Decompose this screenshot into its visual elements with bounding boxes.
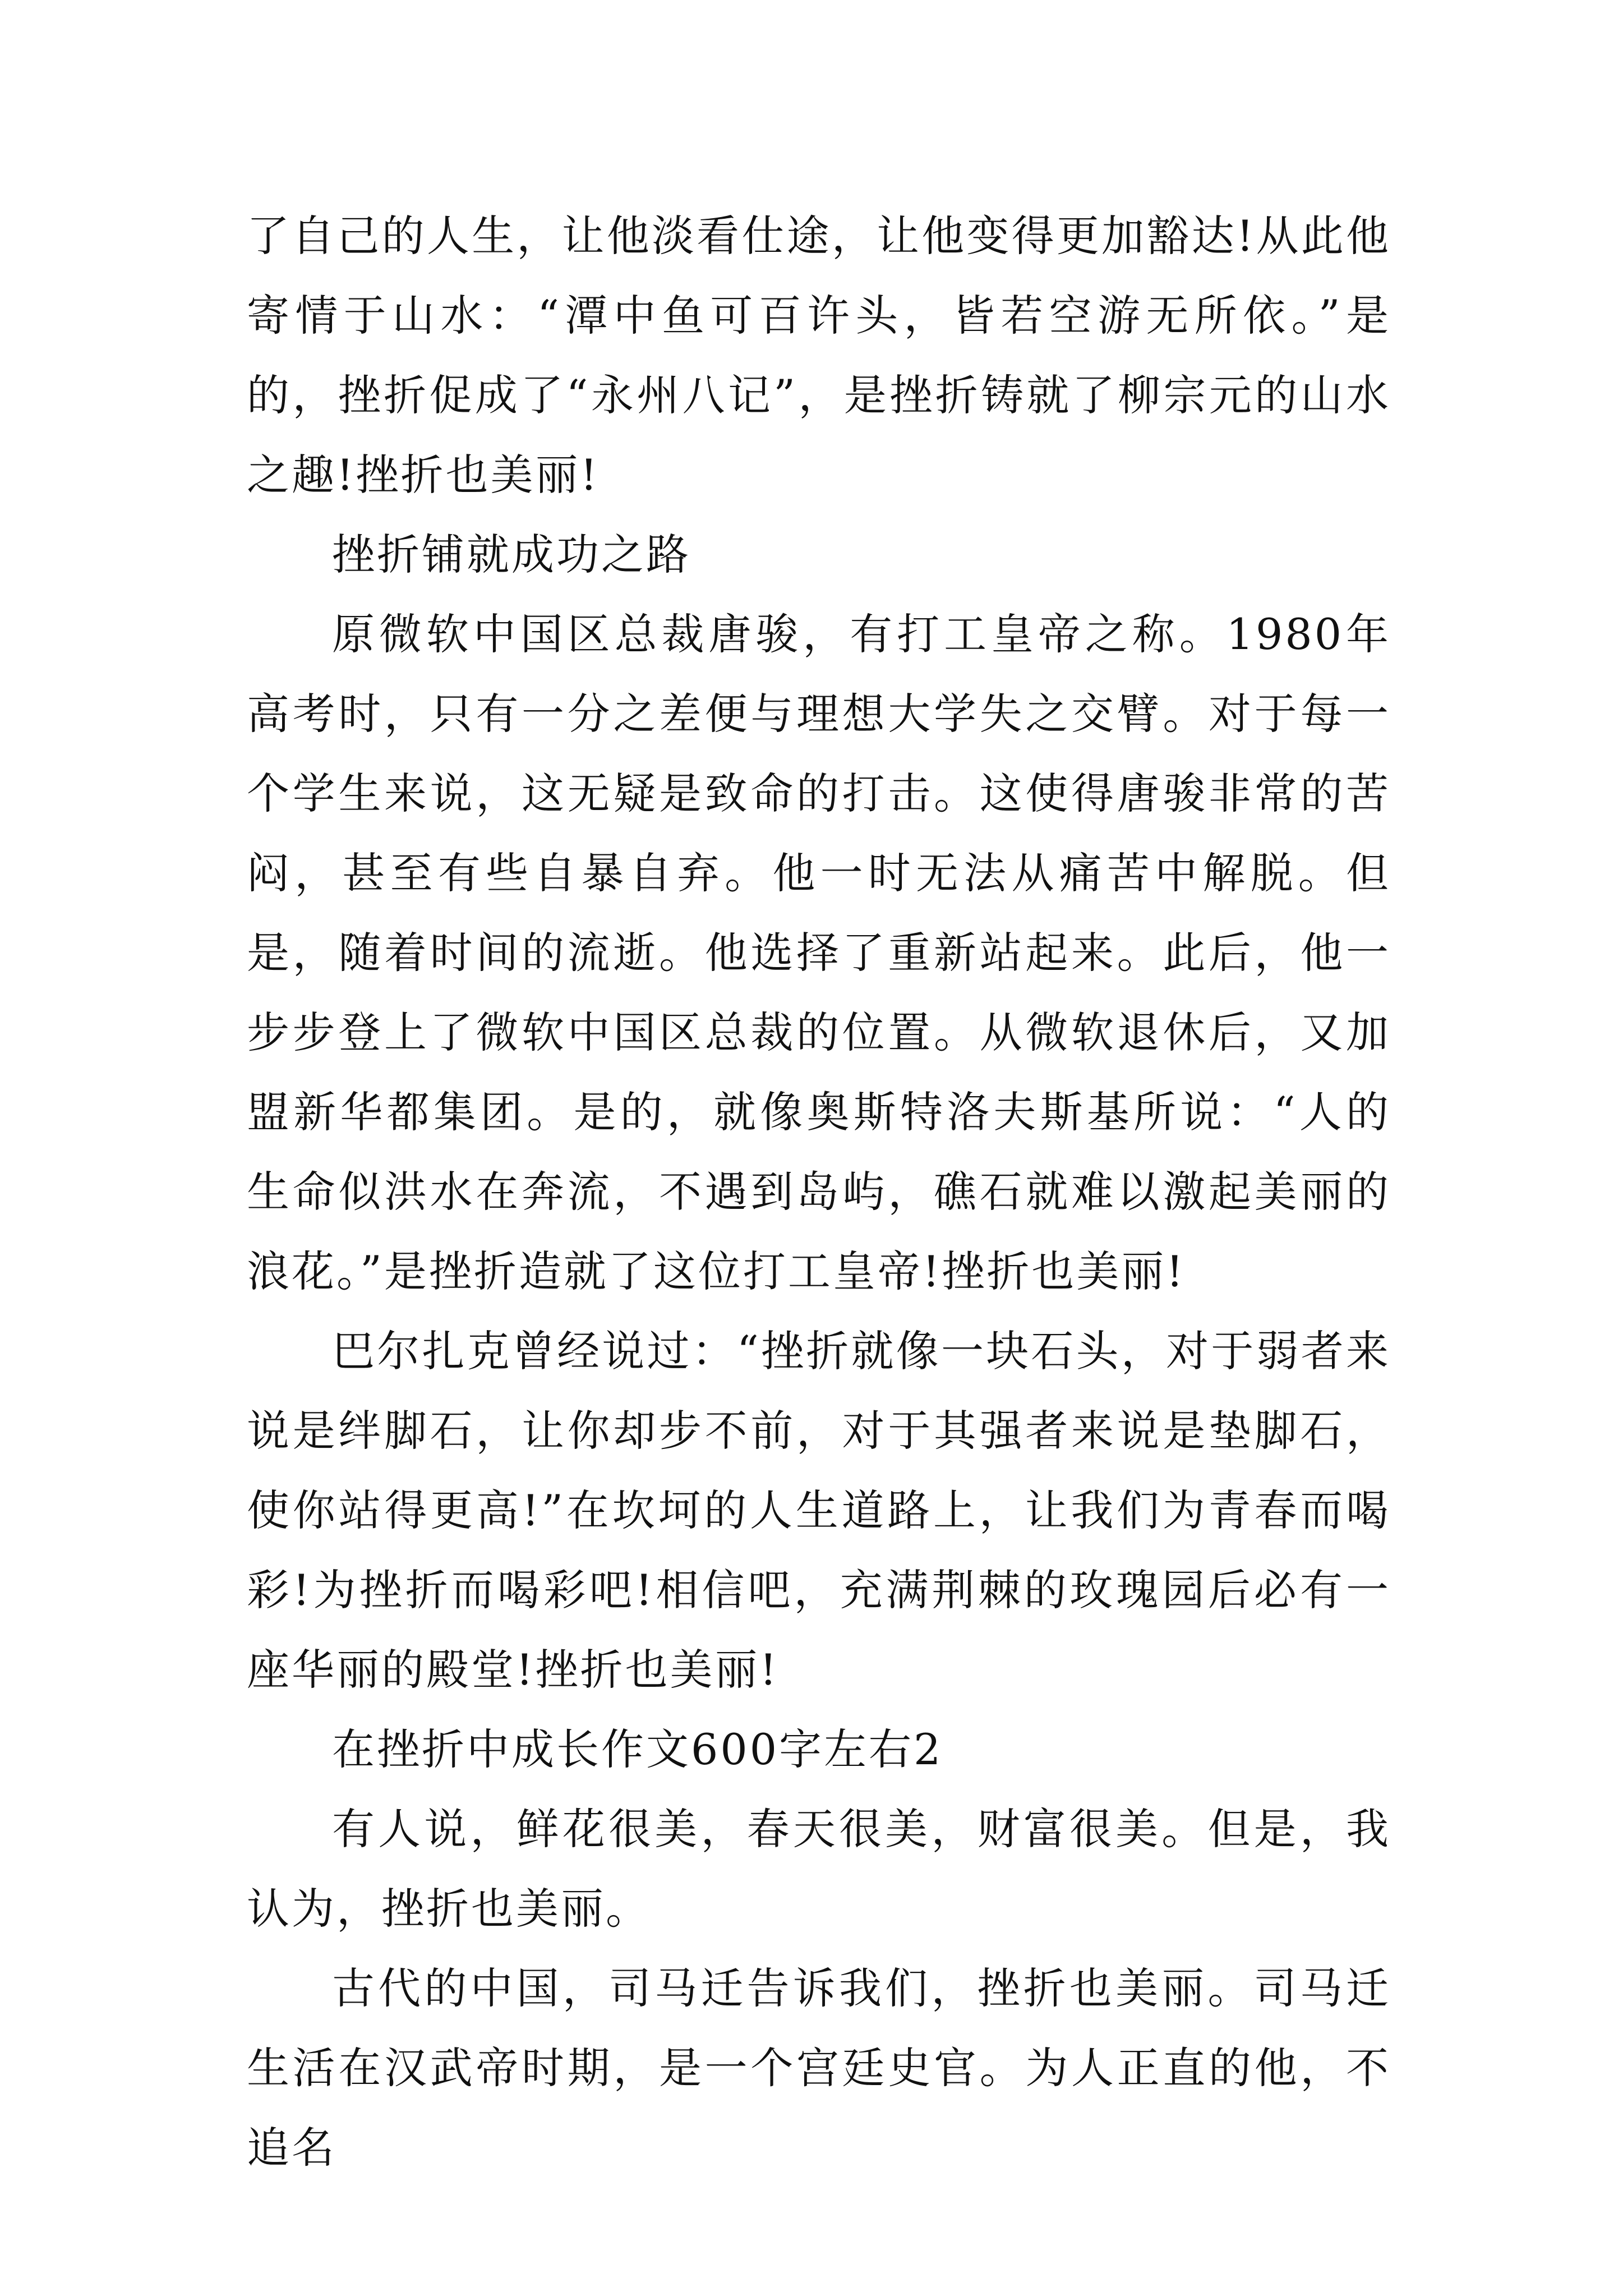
paragraph-sima-qian: 古代的中国，司马迁告诉我们，挫折也美丽。司马迁生活在汉武帝时期，是一个宫廷史官。为人正直的他，不追名 bbox=[247, 1963, 1391, 2173]
paragraph-continuation: 了自己的人生，让他淡看仕途，让他变得更加豁达!从此他寄情于山水：“潭中鱼可百许头，皆若空游无所依。”是的，挫折促成了“永州八记”，是挫折铸就了柳宗元的山水之趣!挫折也美丽! bbox=[247, 211, 1391, 500]
section-heading: 挫折铺就成功之路 bbox=[332, 530, 691, 579]
document-body bbox=[247, 196, 1391, 2188]
paragraph-balzac-quote: 巴尔扎克曾经说过：“挫折就像一块石头，对于弱者来说是绊脚石，让你却步不前，对于其强者来说是垫脚石，使你站得更高!”在坎坷的人生道路上，让我们为青春而喝彩!为挫折而喝彩吧!相信吧，充满荆棘的玫瑰园后必有一座华丽的殿堂!挫折也美丽! bbox=[247, 1326, 1391, 1695]
essay-title: 在挫折中成长作文600字左右2 bbox=[332, 1724, 943, 1774]
paragraph-intro: 有人说，鲜花很美，春天很美，财富很美。但是，我认为，挫折也美丽。 bbox=[247, 1804, 1391, 1934]
paragraph-tang-jun: 原微软中国区总裁唐骏，有打工皇帝之称。1980年高考时，只有一分之差便与理想大学失之交臂。对于每一个学生来说，这无疑是致命的打击。这使得唐骏非常的苦闷，甚至有些自暴自弃。他一时无法从痛苦中解脱。但是，随着时间的流逝。他选择了重新站起来。此后，他一步步登上了微软中国区总裁的位置。从微软退休后，又加盟新华都集团。是的，就像奥斯特洛夫斯基所说：“人的生命似洪水在奔流，不遇到岛屿，礁石就难以激起美丽的浪花。”是挫折造就了这位打工皇帝!挫折也美丽! bbox=[247, 609, 1391, 1296]
